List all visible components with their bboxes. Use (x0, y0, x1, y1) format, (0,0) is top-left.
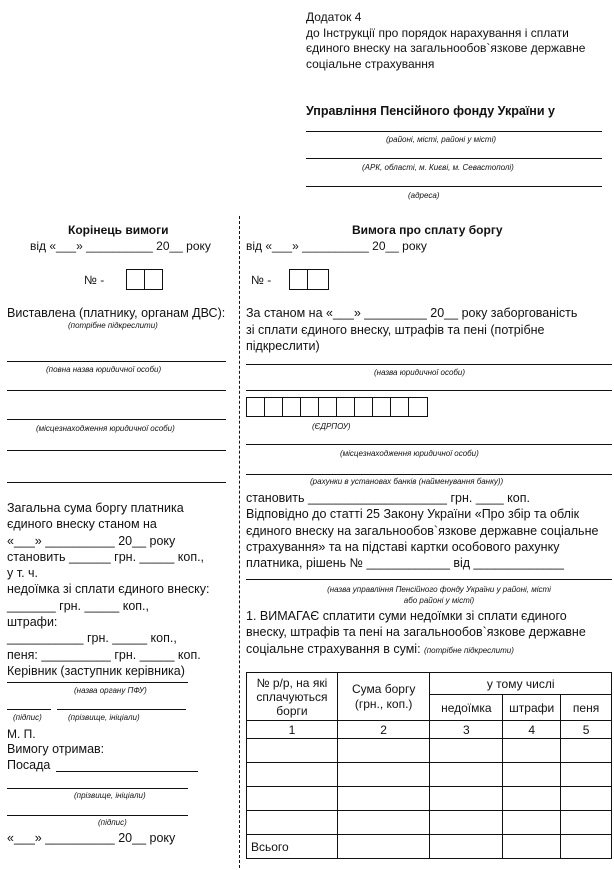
stub-number-box-1[interactable] (126, 269, 145, 290)
stub-signature-field[interactable] (7, 709, 51, 710)
stub-location-field-3[interactable] (7, 482, 226, 483)
stub-date[interactable]: від «___» __________ 20__ року (30, 239, 211, 253)
stub-arrears-label: недоїмка зі сплати єдиного внеску: (7, 582, 210, 597)
district-caption: (районі, місті, районі у місті) (386, 135, 497, 144)
demand-req-text: соціальне страхування в сумі: (246, 641, 421, 656)
cut-line (239, 216, 240, 868)
demand-requirement (246, 608, 586, 659)
demand-intro-line-2: зі сплати єдиного внеску, штрафів та пені (потрібне (246, 322, 545, 337)
edrpou-box[interactable] (390, 397, 409, 417)
stub-head-label: Керівник (заступник керівника) (7, 663, 185, 678)
demand-basis (246, 490, 598, 571)
col-fines-header: штрафи (503, 695, 561, 721)
address-field[interactable] (306, 186, 602, 187)
region-field[interactable] (306, 158, 602, 159)
stub-receiver-signature-caption: (підпис) (98, 818, 127, 827)
demand-intro (246, 305, 577, 355)
edrpou-box[interactable] (354, 397, 373, 417)
appendix-line-4: соціальне страхування (306, 56, 435, 71)
demand-pfu-field[interactable] (246, 579, 612, 580)
stub-penalty-amount[interactable]: пеня: __________ грн. _____ коп. (7, 647, 201, 662)
table-cell[interactable] (247, 739, 338, 763)
demand-intro-line-3: підкреслити) (246, 339, 320, 353)
stub-name-field[interactable] (7, 361, 226, 362)
stub-position-label: Посада (7, 758, 51, 772)
col-number-header (247, 673, 338, 721)
stub-location-field[interactable] (7, 419, 226, 420)
table-cell[interactable] (561, 739, 612, 763)
stub-surname-caption: (прізвище, ініціали) (68, 713, 140, 722)
stub-receive-date[interactable]: «___» __________ 20__ року (7, 831, 176, 845)
stub-fines-amount[interactable]: ___________ грн. _____ коп., (7, 631, 177, 646)
demand-intro-line-1[interactable]: За станом на «___» _________ 20__ року заборгованість (246, 306, 578, 320)
demand-req-line-2: внеску, штрафів та пені на загальнообов`язкове державне (246, 625, 586, 640)
col-penalty-header: пеня (561, 695, 612, 721)
table-cell[interactable] (337, 763, 430, 787)
demand-req-caption: (потрібне підкреслити) (424, 645, 514, 655)
col-arrears-header: недоїмка (430, 695, 503, 721)
address-caption: (адреса) (408, 191, 440, 200)
table-number-row (247, 721, 612, 739)
table-total-row (247, 835, 612, 859)
table-cell[interactable] (503, 739, 561, 763)
demand-number-label: № - (251, 273, 272, 287)
table-cell[interactable] (503, 787, 561, 811)
stub-stamp: М. П. (7, 727, 36, 741)
demand-pfu-caption-1: (назва управління Пенсійного фонду України у районі, місті (327, 585, 551, 594)
table-cell[interactable] (430, 811, 503, 835)
col-number-index: 1 (247, 721, 338, 739)
stub-receiver-signature-field[interactable] (7, 815, 188, 816)
demand-req-line-1: 1. ВИМАГАЄ сплатити суми недоїмки зі сплати єдиного (246, 609, 567, 623)
stub-name-field-2[interactable] (7, 390, 226, 391)
stub-debt-line-1: Загальна сума боргу платника (7, 501, 184, 515)
table-cell[interactable] (561, 811, 612, 835)
stub-location-caption: (місцезнаходження юридичної особи) (36, 424, 175, 433)
edrpou-box[interactable] (408, 397, 428, 417)
stub-debt-block (7, 500, 210, 679)
stub-position-field[interactable] (56, 771, 198, 772)
edrpou-caption: (ЄДРПОУ) (312, 422, 351, 431)
demand-title: Вимога про сплату боргу (352, 223, 503, 237)
col-fines-index: 4 (503, 721, 561, 739)
table-header-row (247, 673, 612, 695)
table-cell[interactable] (247, 787, 338, 811)
stub-name-caption: (повна назва юридичної особи) (46, 365, 162, 374)
demand-entity-caption: (назва юридичної особи) (374, 368, 466, 377)
table-row (247, 739, 612, 763)
district-field[interactable] (306, 131, 602, 132)
debt-table (246, 672, 612, 859)
stub-receiver-name-caption: (прізвище, ініціали) (74, 791, 146, 800)
edrpou-box[interactable] (300, 397, 319, 417)
table-cell[interactable] (430, 787, 503, 811)
table-cell[interactable] (430, 739, 503, 763)
demand-entity-field-2[interactable] (246, 390, 612, 391)
table-cell[interactable] (337, 787, 430, 811)
stub-debt-date[interactable]: «___» __________ 20__ року (7, 533, 176, 548)
demand-entity-field[interactable] (246, 364, 612, 365)
col-penalty-index: 5 (561, 721, 612, 739)
stub-signature-caption: (підпис) (13, 713, 42, 722)
col-including-header: у тому числі (430, 673, 612, 695)
demand-bank-field[interactable] (246, 474, 612, 475)
table-cell[interactable] (247, 811, 338, 835)
stub-arrears-amount[interactable]: _______ грн. _____ коп., (7, 598, 150, 613)
stub-number-label: № - (84, 273, 105, 287)
appendix-line-1: Додаток 4 (306, 10, 362, 24)
edrpou-box[interactable] (336, 397, 355, 417)
stub-pfu-field[interactable] (7, 682, 188, 683)
region-caption: (АРК, області, м. Києві, м. Севастополі) (362, 163, 514, 172)
table-row (247, 811, 612, 835)
edrpou-box[interactable] (264, 397, 283, 417)
stub-debt-line-2: єдиного внеску станом на (7, 517, 157, 532)
table-row (247, 763, 612, 787)
edrpou-box[interactable] (372, 397, 391, 417)
org-title: Управління Пенсійного фонду України у (306, 104, 555, 118)
total-label: Всього (247, 835, 338, 859)
col-sum-index: 2 (337, 721, 430, 739)
edrpou-box[interactable] (282, 397, 301, 417)
demand-amount[interactable]: становить ____________________ грн. ____ коп. (246, 491, 530, 505)
appendix-line-3: єдиного внеску на загальнообов`язкове державне (306, 41, 586, 55)
table-cell[interactable] (561, 763, 612, 787)
demand-decision[interactable]: платника, рішень № ____________ від _____________ (246, 556, 564, 571)
table-cell[interactable] (430, 835, 503, 859)
col-sum-line-2: (грн., коп.) (354, 696, 413, 711)
col-number-line-3: борги (276, 703, 308, 718)
demand-bank-caption: (рахунки в установах банків (найменування банку)) (310, 477, 504, 486)
demand-location-caption: (місцезнаходження юридичної особи) (340, 449, 479, 458)
table-row (247, 787, 612, 811)
demand-law-line-2: єдиного внеску на загальнообов`язкове державне соціальне (246, 523, 599, 538)
appendix-line-2: до Інструкції про порядок нарахування і сплати (306, 25, 569, 40)
demand-pfu-caption-2: або районі у місті) (403, 596, 475, 605)
stub-fines-label: штрафи: (7, 615, 58, 630)
table-cell[interactable] (561, 787, 612, 811)
demand-number-box-2[interactable] (307, 269, 329, 290)
stub-pfu-caption: (назва органу ПФУ) (74, 686, 147, 695)
stub-location-field-2[interactable] (7, 450, 226, 451)
table-cell[interactable] (503, 811, 561, 835)
col-sum-line-1: Сума боргу (351, 681, 416, 696)
stub-surname-field[interactable] (57, 709, 186, 710)
col-sum-header (337, 673, 430, 721)
stub-underline-caption: (потрібне підкреслити) (68, 321, 158, 330)
demand-date[interactable]: від «___» __________ 20__ року (246, 239, 427, 253)
stub-debt-incl: у т. ч. (7, 566, 38, 581)
col-arrears-index: 3 (430, 721, 503, 739)
table-cell[interactable] (503, 763, 561, 787)
table-cell[interactable] (247, 763, 338, 787)
stub-issued-to: Виставлена (платнику, органам ДВС): (7, 306, 226, 320)
table-cell[interactable] (503, 835, 561, 859)
col-number-line-2: сплачуються (256, 689, 328, 704)
demand-pfu-caption (294, 584, 584, 606)
stub-received: Вимогу отримав: (7, 742, 105, 756)
demand-law-line-1: Відповідно до статті 25 Закону України «Про збір та облік (246, 507, 580, 522)
table-cell[interactable] (561, 835, 612, 859)
table-cell[interactable] (337, 739, 430, 763)
edrpou-box[interactable] (246, 397, 265, 417)
table-cell[interactable] (430, 763, 503, 787)
stub-title: Корінець вимоги (68, 223, 169, 237)
demand-number-box-1[interactable] (289, 269, 308, 290)
col-number-line-1: № р/р, на які (256, 675, 328, 690)
demand-location-field[interactable] (246, 444, 612, 445)
stub-receiver-name-field[interactable] (7, 788, 188, 789)
table-cell[interactable] (337, 835, 430, 859)
appendix-note (306, 10, 585, 72)
edrpou-box[interactable] (318, 397, 337, 417)
stub-number-box-2[interactable] (144, 269, 163, 290)
table-cell[interactable] (337, 811, 430, 835)
stub-debt-total[interactable]: становить ______ грн. _____ коп., (7, 549, 205, 564)
demand-law-line-3: страхування» та на підставі картки особового рахунку (246, 539, 560, 554)
demand-req-line-3 (246, 641, 586, 659)
